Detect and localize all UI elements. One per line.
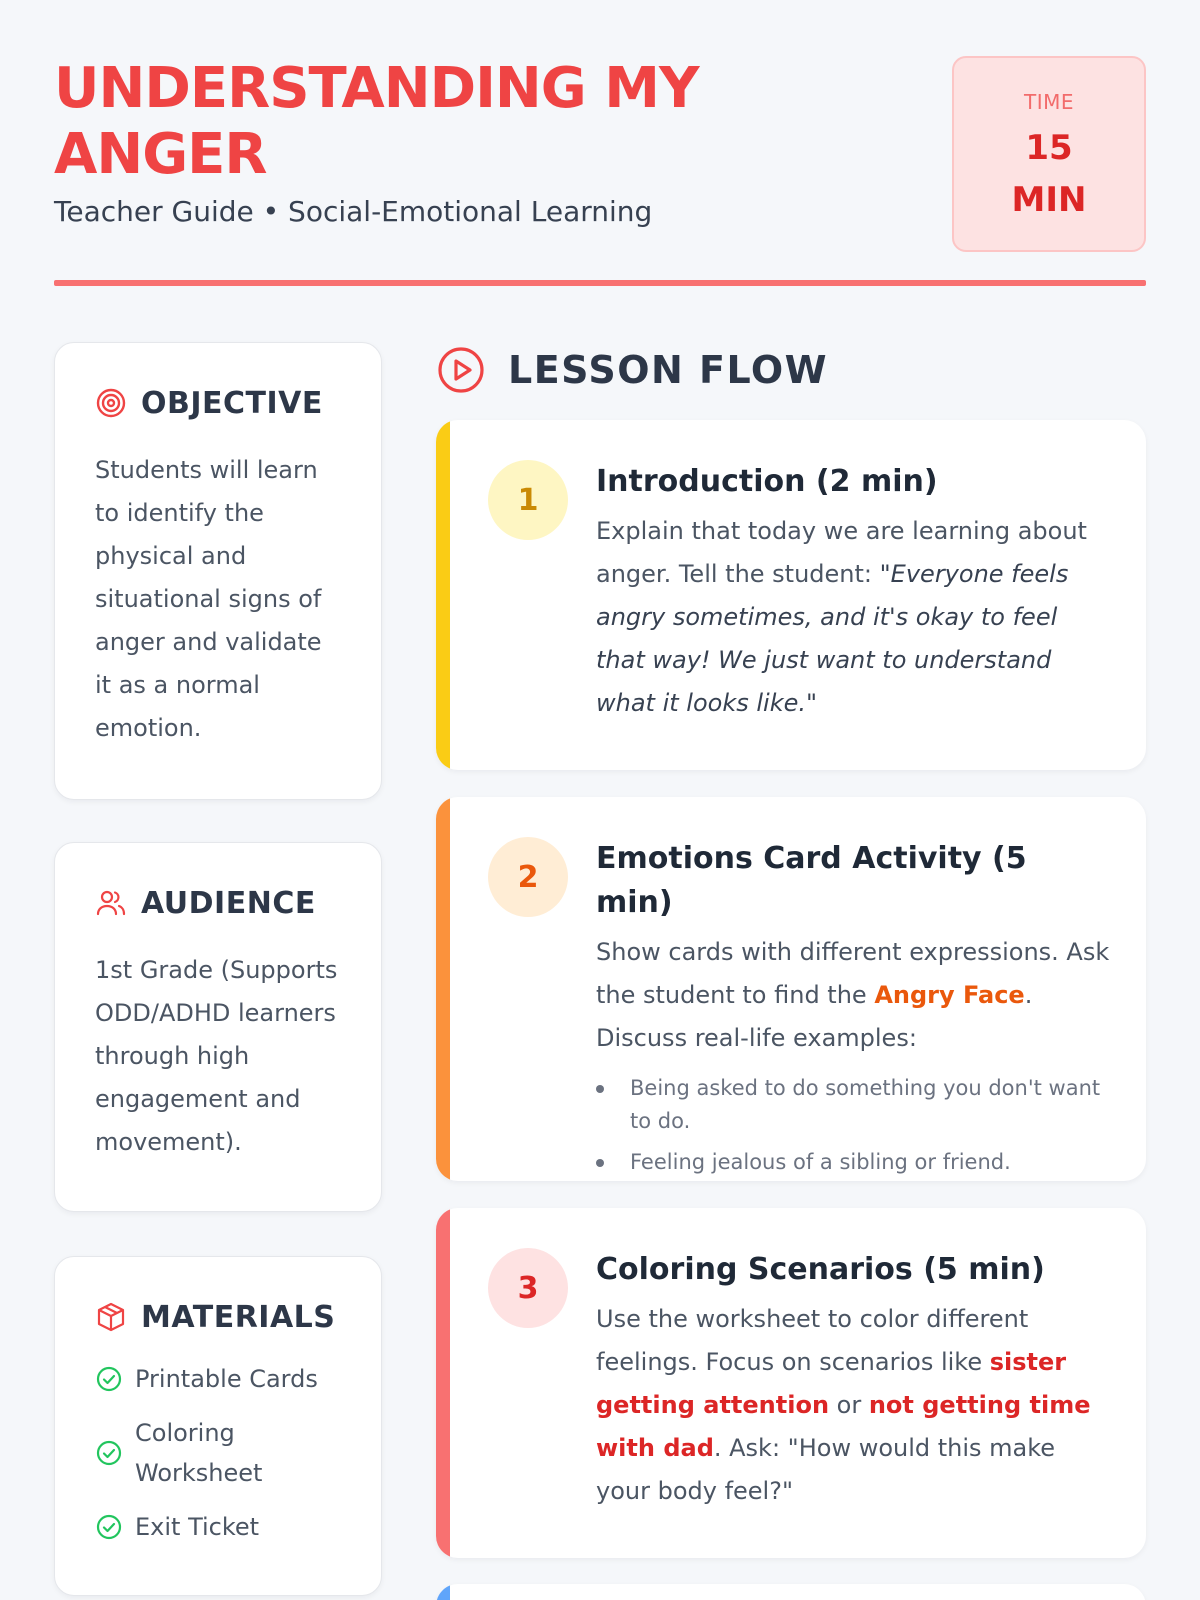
step-text-outro: . Discuss real-life examples: [596,981,1033,1052]
step-text [596,931,1112,1060]
step-accent-bar [436,1208,450,1558]
step-accent-bar [436,420,450,770]
audience-title: AUDIENCE [141,885,316,921]
step-text [596,1298,1112,1513]
step-highlight: sister getting attention [596,1348,1067,1419]
page-header [54,56,1146,286]
step-body [596,1248,1112,1513]
materials-header [95,1297,343,1337]
audience-text: 1st Grade (Supports ODD/ADHD learners through high engagement and movement). [95,956,338,1156]
materials-item-label: Printable Cards [135,1365,318,1393]
objective-title: OBJECTIVE [141,385,323,421]
step-bullet-list [596,1072,1112,1179]
materials-item [95,1507,343,1547]
step-accent-bar [436,797,450,1181]
step-title: Emotions Card Activity (5 min) [596,841,1027,920]
step-quote: "Everyone feels angry sometimes, and it's okay to feel that way! We just want to understand what it looks like." [596,560,1069,717]
step-text-outro: . Ask: "How would this make your body feel?" [596,1434,1056,1505]
step-number-badge: 2 [488,837,568,917]
page-title: UNDERSTANDING MY ANGER [54,56,699,187]
check-circle-icon [95,1365,123,1393]
step-highlight: not getting time with dad [596,1391,1091,1462]
materials-list [95,1359,343,1547]
step-bullet: Being asked to do something you don't want to do. [596,1072,1112,1138]
audience-header [95,883,343,923]
objective-header [95,383,343,423]
lesson-step-4 [436,1584,1146,1600]
step-title: Introduction (2 min) [596,464,938,499]
target-icon [95,387,127,419]
check-circle-icon [95,1513,123,1541]
lesson-step-2 [436,797,1146,1181]
check-circle-icon [95,1439,123,1467]
step-title: Coloring Scenarios (5 min) [596,1252,1045,1287]
step-body [596,837,1112,1181]
step-highlight: Angry Face [874,981,1025,1009]
materials-item-label: Coloring Worksheet [135,1419,263,1487]
step-body [596,460,1112,725]
step-text-middle: or [829,1391,869,1419]
users-icon [95,887,127,919]
step-number-badge: 1 [488,460,568,540]
time-badge [952,56,1146,252]
step-bullet: Feeling jealous of a sibling or friend. [596,1146,1112,1179]
time-value-number: 15 [1025,128,1073,168]
lesson-step-1 [436,420,1146,770]
step-text-intro: Use the worksheet to color different feelings. Focus on scenarios like [596,1305,1029,1376]
materials-title: MATERIALS [141,1299,336,1335]
objective-text: Students will learn to identify the physical and situational signs of anger and validate it as a normal emotion. [95,456,322,742]
page-subtitle: Teacher Guide • Social-Emotional Learning [54,195,653,228]
lesson-flow-header [436,340,828,400]
step-text-intro: Explain that today we are learning about anger. Tell the student: [596,517,1087,588]
box-icon [95,1301,127,1333]
time-label: TIME [1023,90,1074,114]
step-text [596,510,1112,725]
lesson-step-3 [436,1208,1146,1558]
time-value-unit: MIN [1011,180,1087,220]
materials-card [54,1256,382,1596]
time-value [954,122,1144,226]
header-divider [54,280,1146,286]
materials-item [95,1359,343,1399]
step-accent-bar [436,1584,450,1600]
audience-card [54,842,382,1212]
materials-item-label: Exit Ticket [135,1513,260,1541]
step-text-intro: Show cards with different expressions. Ask the student to find the [596,938,1110,1009]
step-number-badge: 3 [488,1248,568,1328]
materials-item [95,1413,343,1493]
lesson-flow-title: LESSON FLOW [508,348,829,392]
objective-card [54,342,382,800]
play-circle-icon [436,345,486,395]
